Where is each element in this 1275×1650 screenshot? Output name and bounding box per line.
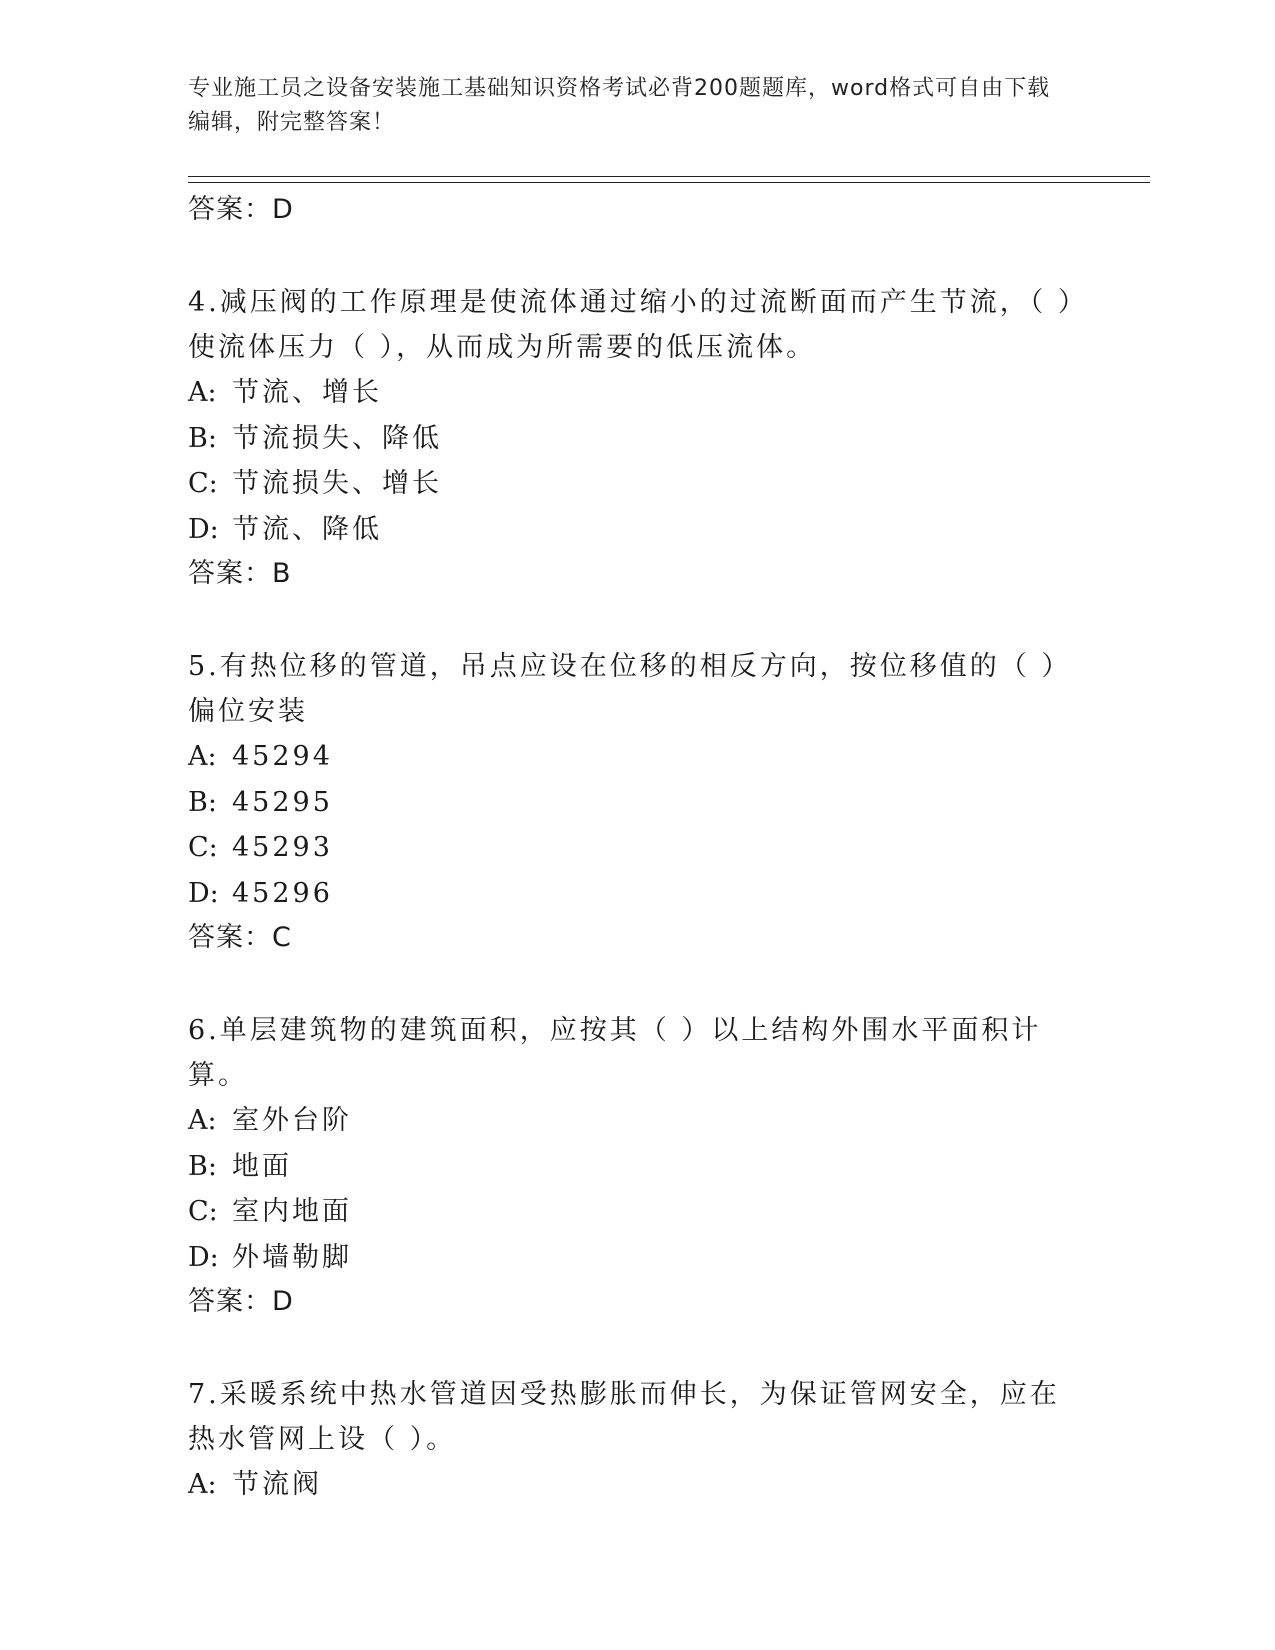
answer-label: 答案：C xyxy=(188,922,292,953)
option-b xyxy=(188,1144,1088,1190)
answer-label: 答案：D xyxy=(188,1286,294,1317)
page-header: 专业施工员之设备安装施工基础知识资格考试必背200题题库，word格式可自由下载编辑，附完整答案！ xyxy=(188,76,1051,135)
option-letter: B: xyxy=(188,1150,217,1182)
question-6 xyxy=(188,960,1088,1324)
option-text: 室内地面 xyxy=(232,1196,352,1227)
option-d xyxy=(188,507,1088,553)
question-text: 5.有热位移的管道，吊点应设在位移的相反方向，按位移值的（ ）偏位安装 xyxy=(188,651,1072,727)
question-text: 4.减压阀的工作原理是使流体通过缩小的过流断面而产生节流，（ ）使流体压力（ ），从而成为所需要的低压流体。 xyxy=(188,287,1088,363)
option-letter: B: xyxy=(188,422,217,454)
question-7 xyxy=(188,1324,1088,1508)
option-letter: C: xyxy=(188,832,218,863)
option-text: 节流损失、增长 xyxy=(232,468,442,499)
answer-label: 答案：D xyxy=(188,194,294,225)
option-text: 节流、降低 xyxy=(232,513,382,545)
question-4 xyxy=(188,232,1088,596)
option-letter: A: xyxy=(188,1105,217,1136)
option-text: 地面 xyxy=(232,1150,292,1182)
option-b xyxy=(188,416,1088,462)
option-d xyxy=(188,1235,1088,1281)
option-text: 外墙勒脚 xyxy=(232,1241,352,1273)
option-a xyxy=(188,370,1088,416)
option-text: 节流损失、降低 xyxy=(232,422,442,454)
option-letter: D: xyxy=(188,1241,219,1273)
option-text: 45295 xyxy=(232,786,333,818)
option-text: 节流阀 xyxy=(232,1469,322,1500)
option-text: 45296 xyxy=(232,877,333,909)
document-body xyxy=(188,188,1088,1508)
question-text: 6.单层建筑物的建筑面积，应按其（ ）以上结构外围水平面积计算。 xyxy=(188,1015,1042,1091)
option-letter: C: xyxy=(188,1196,218,1227)
question-text: 7.采暖系统中热水管道因受热膨胀而伸长，为保证管网安全，应在热水管网上设（ ）。 xyxy=(188,1379,1060,1455)
option-text: 45294 xyxy=(232,741,333,772)
answer-label: 答案：B xyxy=(188,558,292,589)
option-letter: C: xyxy=(188,468,218,499)
option-text: 节流、增长 xyxy=(232,377,382,408)
option-c xyxy=(188,1189,1088,1235)
option-a xyxy=(188,734,1088,780)
option-text: 室外台阶 xyxy=(232,1105,352,1136)
option-letter: D: xyxy=(188,513,219,545)
option-b xyxy=(188,780,1088,826)
option-c xyxy=(188,825,1088,871)
header-divider xyxy=(188,176,1150,183)
question-5 xyxy=(188,596,1088,960)
option-letter: D: xyxy=(188,877,219,909)
option-letter: A: xyxy=(188,377,217,408)
option-a xyxy=(188,1098,1088,1144)
option-text: 45293 xyxy=(232,832,333,863)
option-letter: A: xyxy=(188,741,217,772)
option-letter: B: xyxy=(188,786,217,818)
option-c xyxy=(188,461,1088,507)
option-a xyxy=(188,1462,1088,1508)
option-d xyxy=(188,871,1088,917)
option-letter: A: xyxy=(188,1469,217,1500)
